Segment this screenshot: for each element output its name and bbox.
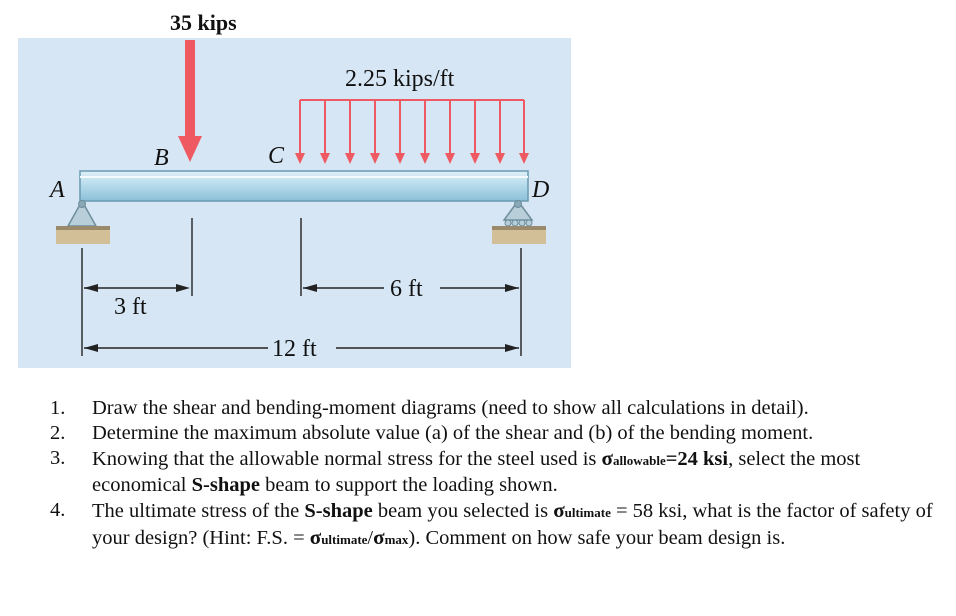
dimension-cd-label: 6 ft bbox=[390, 276, 423, 302]
question-number: 1. bbox=[50, 397, 66, 419]
question-list bbox=[50, 396, 950, 552]
s-shape-term: S-shape bbox=[304, 500, 373, 522]
point-label-d: D bbox=[532, 177, 550, 203]
dimension-ab-label: 3 ft bbox=[114, 294, 147, 320]
question-number: 3. bbox=[50, 447, 66, 469]
question-number: 4. bbox=[50, 499, 66, 521]
sigma-symbol: σ bbox=[553, 498, 565, 522]
question-2 bbox=[50, 421, 950, 446]
sigma-symbol: σ bbox=[373, 525, 385, 549]
point-load-label: 35 kips bbox=[170, 10, 237, 35]
question-text: The ultimate stress of the S-shape beam you selected is σultimate = 58 ksi, what is the factor of safety of your design? (Hint: F.S. = σultimate/σmax). Comment on how safe your beam design is. bbox=[92, 498, 933, 549]
question-text: Knowing that the allowable normal stress for the steel used is σallowable=24 ksi, select the most economical S-shape beam to support the loading shown. bbox=[92, 446, 861, 496]
question-text: Draw the shear and bending-moment diagrams (need to show all calculations in detail). bbox=[92, 397, 809, 419]
dimension-ad-label: 12 ft bbox=[272, 336, 317, 362]
distributed-load-label: 2.25 kips/ft bbox=[345, 66, 455, 92]
sigma-symbol: σ bbox=[601, 446, 613, 470]
question-4 bbox=[50, 498, 950, 552]
question-text: Determine the maximum absolute value (a) of the shear and (b) of the bending moment. bbox=[92, 422, 814, 444]
question-3 bbox=[50, 446, 950, 498]
s-shape-term: S-shape bbox=[191, 474, 260, 496]
sigma-subscript: ultimate bbox=[321, 532, 368, 547]
question-number: 2. bbox=[50, 422, 66, 444]
point-label-a: A bbox=[50, 177, 65, 203]
sigma-subscript: max bbox=[384, 532, 409, 547]
figure-panel bbox=[18, 38, 571, 368]
allowable-stress-value: =24 ksi bbox=[665, 448, 729, 470]
question-1 bbox=[50, 396, 950, 421]
sigma-subscript: allowable bbox=[612, 453, 666, 468]
sigma-symbol: σ bbox=[309, 525, 322, 549]
point-label-c: C bbox=[268, 143, 285, 169]
beam bbox=[80, 171, 528, 201]
point-label-b: B bbox=[154, 145, 169, 171]
sigma-subscript: ultimate bbox=[564, 505, 611, 520]
